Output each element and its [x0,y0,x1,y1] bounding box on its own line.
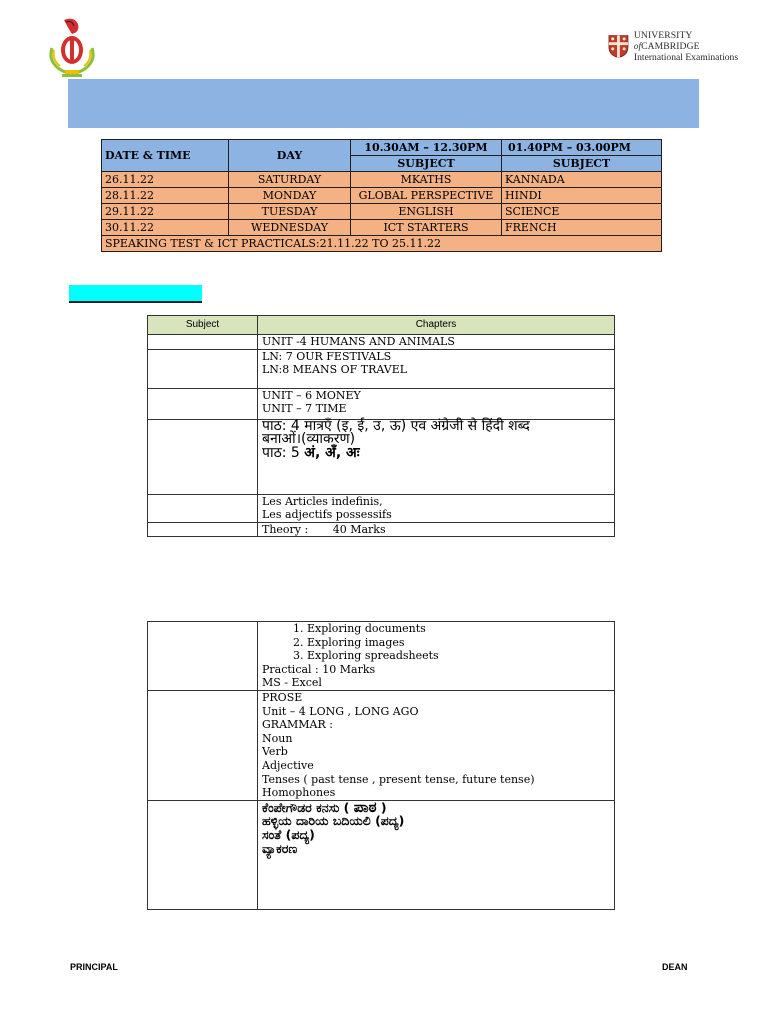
chapter-line: LN:8 MEANS OF TRAVEL [262,363,408,377]
chapter-line: LN: 7 OUR FESTIVALS [262,349,392,363]
kannada-lesson-tag: ಪಾಠ [353,797,377,816]
syllabus-row [148,335,615,350]
subject-cell [148,335,258,350]
list-item: 2. Exploring images [307,636,610,650]
syllabus-row [148,522,615,537]
syllabus-row [148,349,615,388]
exam-subject-morning: ICT STARTERS [351,220,502,236]
exam-subject-morning: ENGLISH [351,204,502,220]
chapter-line: PROSE [262,691,303,704]
subject-cell [148,691,258,801]
exam-header-row [102,140,662,156]
syllabus-row [148,800,615,909]
chapter-line: Unit – 4 LONG , LONG AGO [262,704,419,718]
col-subject: Subject [148,316,258,335]
syllabus-row [148,419,615,494]
exam-day: SATURDAY [229,172,351,188]
kannada-line: ಹಳ್ಳಿಯ ದಾರಿಯ ಬದಿಯಲಿ (ಪದ್ಯ) [262,813,405,829]
exam-date: 26.11.22 [102,172,229,188]
kannada-paren-close: ) [376,799,387,815]
chapters-cell-hindi [258,419,615,494]
exam-subject-morning: GLOBAL PERSPECTIVE [351,188,502,204]
exam-date: 29.11.22 [102,204,229,220]
list-item: 3. Exploring spreadsheets [307,649,610,663]
chapter-line: UNIT – 7 TIME [262,402,347,416]
speaking-test-note: SPEAKING TEST & ICT PRACTICALS:21.11.22 TO 25.11.22 [102,236,662,252]
subject-cell [148,622,258,691]
subject-cell [148,388,258,419]
exam-row [102,188,662,204]
subject-cell [148,419,258,494]
cambridge-word-university: UNIVERSITY [633,29,693,41]
exam-subject-afternoon: SCIENCE [502,204,662,220]
syllabus-table-2 [147,621,615,910]
chapter-line: Noun [262,731,293,745]
exam-subject-afternoon: FRENCH [502,220,662,236]
chapter-line: Les adjectifs possessifs [262,508,392,522]
kannada-lesson-title: ಕೆಂಪೇಗೌಡರ ಕನಸು ( [262,799,354,815]
cambridge-subtitle: International Examinations [633,51,739,63]
chapters-cell [258,691,615,801]
chapter-line: Tenses ( past tense , present tense, future tense) [262,772,535,786]
exam-subject-afternoon: KANNADA [502,172,662,188]
exam-subject-morning: MKATHS [351,172,502,188]
subject-cell [148,522,258,537]
hindi-lesson-label: पाठ: 5 [262,444,305,461]
exam-row [102,172,662,188]
title-banner [68,79,699,128]
kannada-line [262,797,610,816]
hindi-line: पाठ: 4 मात्रएँ (इ, ई, उ, ऊ) एव अंग्रेजी से हिंदी शब्द [262,417,530,434]
subject-cell [148,800,258,909]
cambridge-logo [608,29,754,63]
chapters-cell-kannada [258,797,615,909]
hindi-line: बनाओं।(व्याकरण) [262,431,356,448]
kannada-line: ವ್ಯಾಕರಣ [262,840,298,856]
syllabus-row [148,691,615,801]
chapter-line: UNIT -4 HUMANS AND ANIMALS [262,335,455,348]
chapters-cell [258,349,615,388]
cambridge-word-cambridge: CAMBRIDGE [641,40,700,52]
chapters-cell [258,388,615,419]
exam-date: 30.11.22 [102,220,229,236]
header-slot1: 10.30AM – 12.30PM [351,140,502,156]
exam-date: 28.11.22 [102,188,229,204]
chapters-cell [258,522,615,537]
chapter-line: Theory : 40 Marks [262,522,386,536]
hindi-lesson-letters: अं, अँ, अः [304,444,360,461]
header-subject2: SUBJECT [502,156,662,172]
chapter-line: Verb [262,745,288,759]
chapter-line: Homophones [262,786,336,800]
chapter-line: MS - Excel [262,676,322,690]
exam-schedule-table [101,139,662,252]
col-chapters: Chapters [258,316,615,335]
cambridge-word-of: of [633,40,642,51]
list-item: 1. Exploring documents [307,622,610,636]
principal-signature-label: PRINCIPAL [70,962,118,972]
subject-cell [148,349,258,388]
exam-footer-row [102,236,662,252]
dean-signature-label: DEAN [662,962,688,972]
syllabus-table-1 [147,315,615,537]
syllabus-header-row [148,316,615,335]
emblem-logo-icon [44,14,100,78]
chapters-cell [258,622,615,691]
chapter-line: UNIT – 6 MONEY [262,388,361,402]
section-highlight-bar [69,285,202,303]
header-subject1: SUBJECT [351,156,502,172]
chapter-line: GRAMMAR : [262,718,333,732]
chapter-line: Adjective [262,758,314,772]
exam-subject-afternoon: HINDI [502,188,662,204]
chapters-cell [258,494,615,522]
ict-topic-list [262,622,610,663]
syllabus-row [148,494,615,522]
header-date-time: DATE & TIME [102,140,229,172]
cambridge-wordmark [634,30,754,63]
school-logo [44,14,100,78]
exam-row [102,220,662,236]
header-slot2: 01.40PM – 03.00PM [502,140,662,156]
kannada-line: ಸಂತೆ (ಪದ್ಯ) [262,826,315,842]
syllabus-row [148,622,615,691]
chapters-cell [258,335,615,350]
exam-day: TUESDAY [229,204,351,220]
chapter-line: Les Articles indefinis, [262,494,383,508]
subject-cell [148,494,258,522]
syllabus-row [148,388,615,419]
cambridge-shield-icon [608,34,629,59]
chapter-line: Practical : 10 Marks [262,662,376,676]
exam-day: WEDNESDAY [229,220,351,236]
header-day: DAY [229,140,351,172]
hindi-line [262,444,610,461]
exam-day: MONDAY [229,188,351,204]
exam-row [102,204,662,220]
